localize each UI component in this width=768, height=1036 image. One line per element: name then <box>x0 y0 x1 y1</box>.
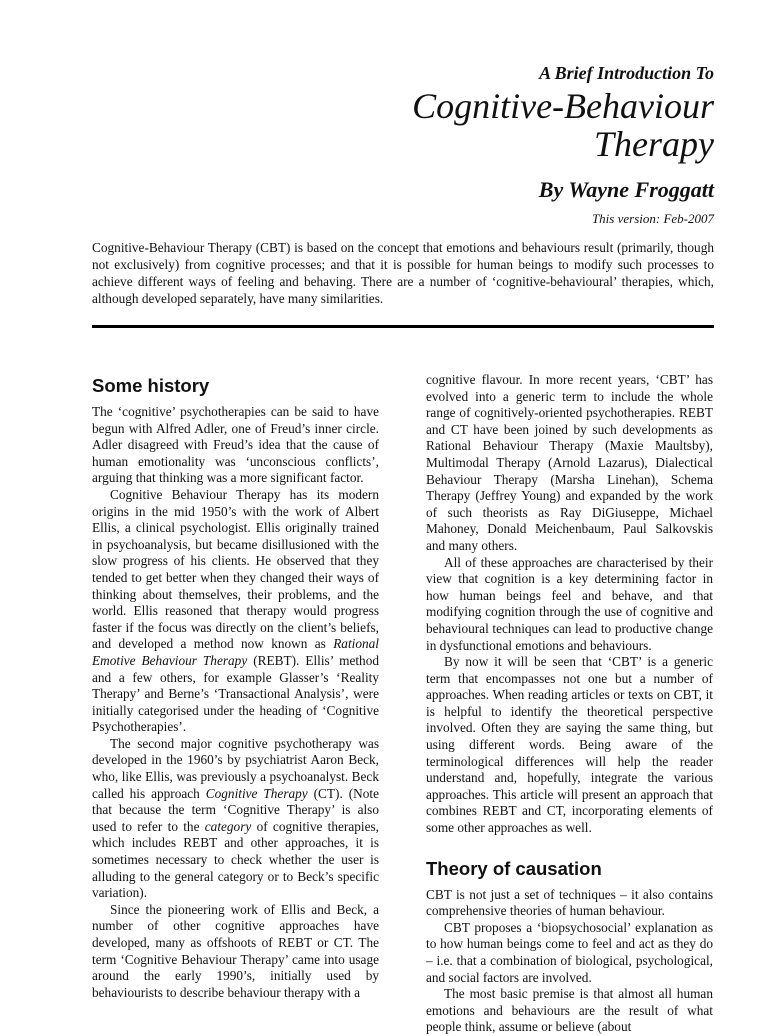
horizontal-rule <box>92 325 714 328</box>
paragraph: cognitive flavour. In more recent years, ‘CBT’ has evolved into a generic term to include the whole range of cognitively-oriented psychotherapies. REBT and CT have been joined by such developments as Rational Behaviour Therapy (Maxie Maultsby), Multimodal Therapy (Arnold Lazarus), Dialectical Behaviour Therapy (Marsha Linehan), Schema Therapy (Jeffrey Young) and expanded by the work of such theorists as Ray DiGiuseppe, Michael Mahoney, Donald Meichenbaum, Paul Salkovskis and many others. <box>426 372 713 553</box>
text-run: of cognitive therapies, which includes REBT and other approaches, it is sometimes necessary to check whether the user is alluding to the general category or to Beck’s specific variation). <box>92 818 379 901</box>
document-subtitle: A Brief Introduction To <box>539 63 714 83</box>
text-run: (REBT). Ellis’ method and a few others, for example Glasser’s ‘Reality Therapy’ and Berne’s ‘Transactional Analysis’, were initially categorised under the heading of ‘Cognitive Psychotherapies’. <box>92 652 379 735</box>
intro-paragraph: Cognitive-Behaviour Therapy (CBT) is based on the concept that emotions and behaviours result (primarily, though not exclusively) from cognitive processes; and that it is possible for human beings to modify such processes to achieve different ways of feeling and behaving. There are a number of ‘cognitive-behavioural’ therapies, which, although developed separately, have many similarities. <box>92 240 714 306</box>
paragraph: CBT is not just a set of techniques – it also contains comprehensive theories of human behaviour. <box>426 886 713 919</box>
paragraph <box>92 487 379 736</box>
title-line-2: Therapy <box>594 124 714 164</box>
paragraph: CBT proposes a ‘biopsychosocial’ explanation as to how human beings come to feel and act as they do – i.e. that a combination of biological, psychological, and social factors are involved. <box>426 919 713 985</box>
text-run: The second major cognitive psychotherapy was developed in the 1960’s by psychiatrist Aaron Beck, who, like Ellis, was previously a psychoanalyst. Beck called his approach <box>92 735 379 801</box>
emphasis-text: Cognitive Therapy <box>205 785 308 801</box>
column-right <box>426 372 713 1036</box>
paragraph <box>92 736 379 902</box>
emphasis-text: category <box>204 818 252 834</box>
emphasis-text: Rational Emotive Behaviour Therapy <box>92 636 379 668</box>
paragraph: The ‘cognitive’ psychotherapies can be said to have begun with Alfred Adler, one of Freud’s inner circle. Adler disagreed with Freud’s idea that the cause of human emotionality was ‘unconscious conflicts’, arguing that thinking was a more significant factor. <box>92 404 379 486</box>
document-author: By Wayne Froggatt <box>538 177 714 202</box>
document-title <box>412 87 714 163</box>
document-version: This version: Feb-2007 <box>591 211 714 226</box>
text-run: (CT). (Note that because the term ‘Cognitive Therapy’ is also used to refer to the <box>92 785 379 834</box>
text-run: Cognitive Behaviour Therapy has its modern origins in the mid 1950’s with the work of Albert Ellis, a clinical psychologist. Ellis originally trained in psychoanalysis, but became disillusioned with the slow progress of his clients. He observed that they tended to get better when they changed their ways of thinking about themselves, their problems, and the world. Ellis reasoned that therapy would progress faster if the focus was directly on the client’s beliefs, and developed a method now known as <box>92 486 379 652</box>
section-heading-history: Some history <box>92 375 210 396</box>
paragraph: Since the pioneering work of Ellis and Beck, a number of other cognitive approaches have developed, many as offshoots of REBT or CT. The term ‘Cognitive Behaviour Therapy’ came into usage around the early 1990’s, initially used by behaviourists to describe behaviour therapy with a <box>92 901 379 1000</box>
paragraph: All of these approaches are characterised by their view that cognition is a key determining factor in how human beings feel and behave, and that modifying cognition through the use of cognitive and behavioural techniques can lead to productive change in dysfunctional emotions and behaviours. <box>426 554 713 653</box>
paragraph: The most basic premise is that almost all human emotions and behaviours are the result of what people think, assume or believe (about <box>426 986 713 1035</box>
section-heading-causation: Theory of causation <box>426 857 602 879</box>
title-line-1: Cognitive-Behaviour <box>412 86 714 126</box>
column-left <box>92 374 379 1001</box>
title-block <box>412 62 714 227</box>
paragraph: By now it will be seen that ‘CBT’ is a generic term that encompasses not one but a number of approaches. When reading articles or texts on CBT, it is helpful to identify the theoretical perspective involved. Often they are saying the same thing, but using different words. Being aware of the terminological differences will help the reader understand and, hopefully, integrate the various approaches. This article will present an approach that combines REBT and CT, incorporating elements of some other approaches as well. <box>426 654 713 836</box>
